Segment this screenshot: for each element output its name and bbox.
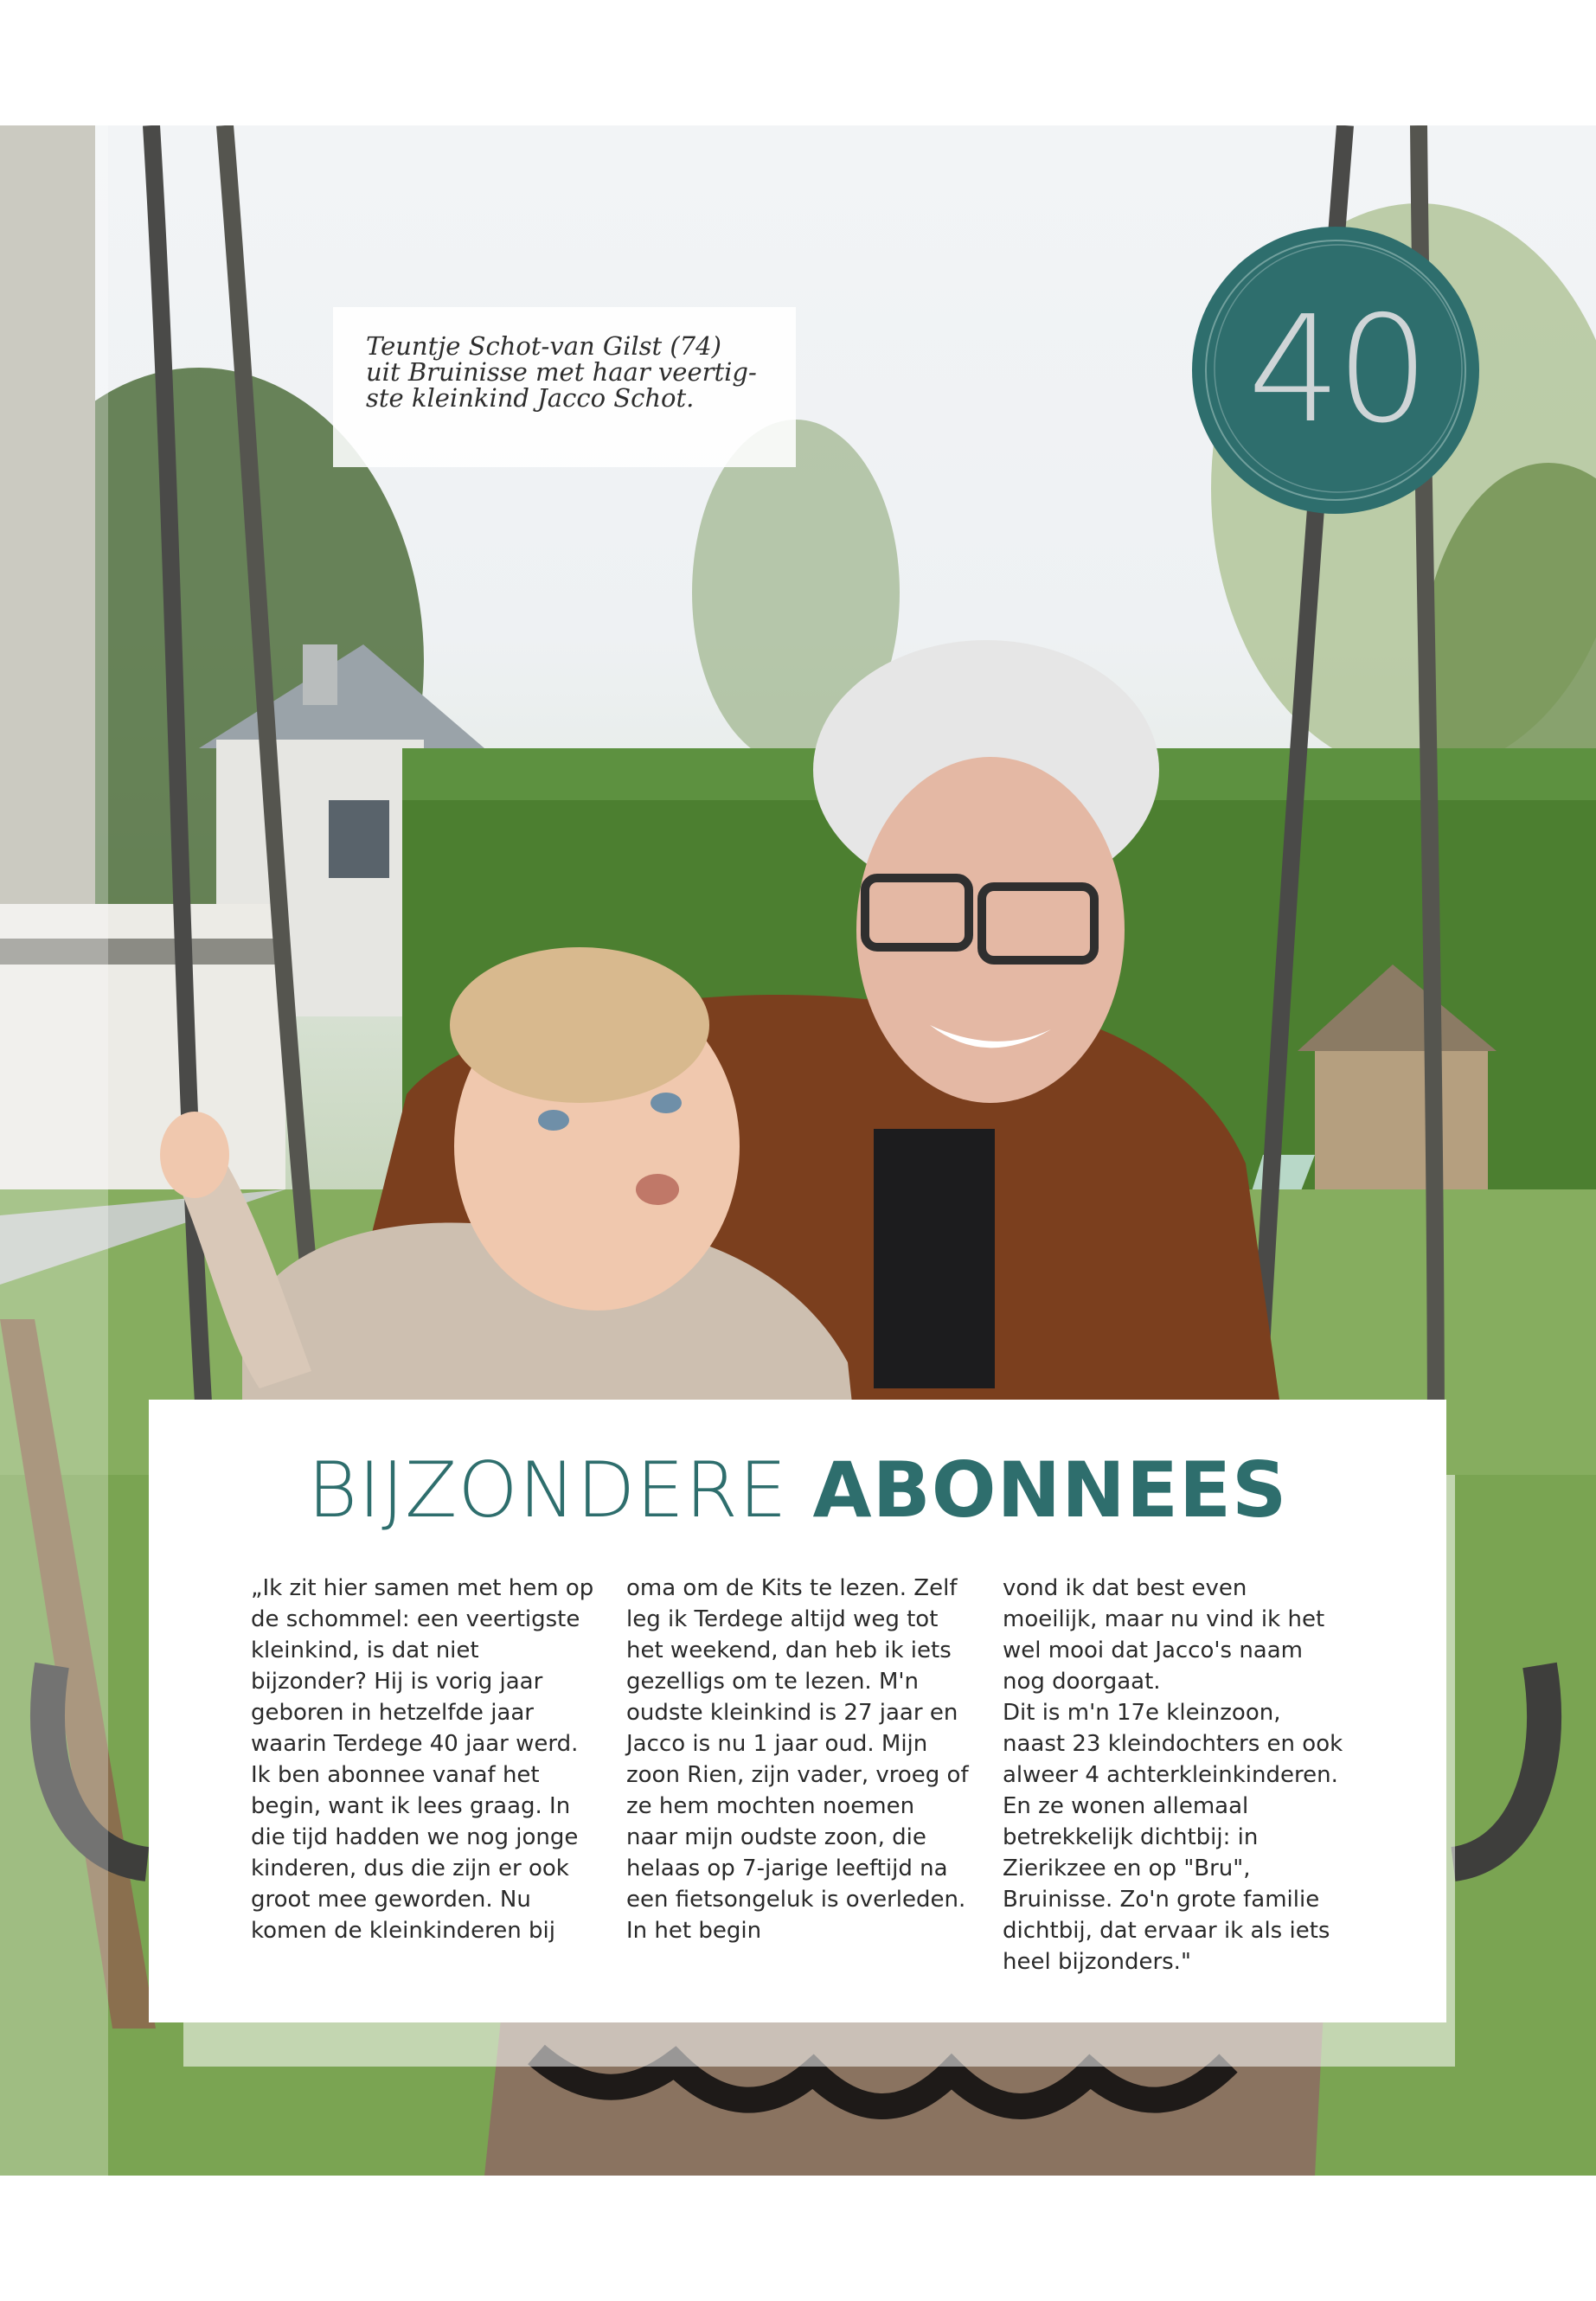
photo-caption — [333, 307, 796, 467]
caption-line-2: uit Bruinisse met haar veertig- — [366, 357, 757, 387]
column-2-paragraph-1: oma om de Kits te lezen. Zelf leg ik Terdege altijd weg tot het weekend, dan heb ik iets gezelligs om te lezen. M'n oudste kleinkind is 27 jaar en Jacco is nu 1 jaar oud. Mijn zoon Rien, zijn vader, vroeg of ze hem mochten noemen naar mijn oudste zoon, die helaas op 7-jarige leeftijd na een fietsongeluk is overleden. In het begin — [626, 1575, 969, 1944]
headline — [149, 1447, 1446, 1534]
article-card — [149, 1400, 1446, 2022]
caption-line-1: Teuntje Schot-van Gilst (74) — [366, 331, 721, 361]
column-3-paragraph-2: Dit is m'n 17e kleinzoon, naast 23 kleindochters en ook alweer 4 achterkleinkinderen. En ze wonen allemaal betrekkelijk dichtbij: in Zierikzee en op "Bru", Bruinisse. Zo'n grote familie dichtbij, dat ervaar ik als iets heel bijzonders." — [1003, 1700, 1343, 1975]
anniversary-badge — [1187, 223, 1485, 517]
column-3-paragraph-1: vond ik dat best even moeilijk, maar nu vind ik het wel mooi dat Jacco's naam nog doorgaat. — [1003, 1575, 1325, 1695]
left-translucent-strip — [0, 125, 108, 2176]
headline-light: BIJZONDERE — [307, 1445, 788, 1535]
headline-bold: ABONNEES — [812, 1445, 1288, 1535]
article-column-2 — [626, 1573, 972, 1946]
column-1-paragraph-2: Ik ben abonnee vanaf het begin, want ik lees graag. In die tijd hadden we nog jonge kinderen, dus die zijn er ook groot mee geworden. Nu komen de kleinkinderen bij — [251, 1762, 579, 1944]
badge-number: 40 — [1247, 285, 1425, 456]
caption-line-3: ste kleinkind Jacco Schot. — [366, 383, 695, 413]
article-column-1 — [251, 1573, 597, 1946]
article-column-3 — [1003, 1573, 1349, 1977]
column-1-paragraph-1: „Ik zit hier samen met hem op de schommel: een veertigste kleinkind, is dat niet bijzonder? Hij is vorig jaar geboren in hetzelfde jaar waarin Terdege 40 jaar werd. — [251, 1575, 594, 1757]
